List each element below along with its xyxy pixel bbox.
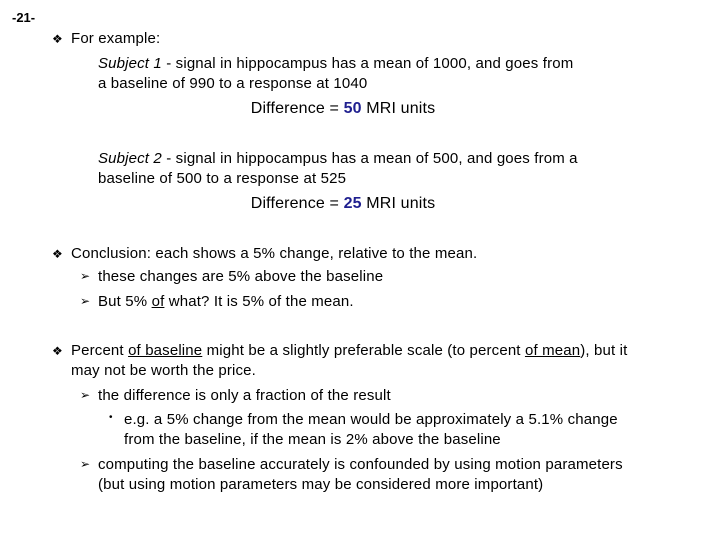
- motion-line2: (but using motion parameters may be considered more important): [98, 476, 544, 493]
- arrow-bullet-icon: ➢: [80, 269, 91, 283]
- difference-2: [0, 195, 686, 213]
- text-fragment: But 5%: [98, 293, 152, 310]
- text-fragment: what? It is 5% of the mean.: [164, 293, 354, 310]
- difference-suffix: MRI units: [361, 195, 436, 212]
- difference-1: [0, 100, 686, 118]
- diamond-bullet-icon: ❖: [52, 344, 63, 358]
- arrow-bullet-icon: ➢: [80, 294, 91, 308]
- subject1-name: Subject 1: [98, 55, 162, 72]
- subject2-line1: [98, 150, 578, 167]
- conclusion-text: Conclusion: each shows a 5% change, relative to the mean.: [71, 245, 478, 262]
- arrow-bullet-icon: ➢: [80, 388, 91, 402]
- page-number: -21-: [12, 10, 36, 25]
- conclusion-sub2: [98, 293, 354, 310]
- example-line1: e.g. a 5% change from the mean would be approximately a 5.1% change: [124, 411, 618, 428]
- underlined-text: of mean: [524, 342, 581, 359]
- example-line2: from the baseline, if the mean is 2% above the baseline: [124, 431, 501, 448]
- underlined-text: of baseline: [128, 342, 203, 359]
- arrow-bullet-icon: ➢: [80, 457, 91, 471]
- bullet-label: For example:: [71, 30, 161, 47]
- percent-baseline-line1: [71, 342, 627, 359]
- difference-value: 50: [343, 100, 362, 117]
- motion-line1: computing the baseline accurately is confounded by using motion parameters: [98, 456, 623, 473]
- diamond-bullet-icon: ❖: [52, 32, 63, 46]
- underlined-text: of: [151, 293, 165, 310]
- difference-prefix: Difference =: [250, 100, 344, 117]
- difference-suffix: MRI units: [361, 100, 436, 117]
- subject1-line1: [98, 55, 573, 72]
- diamond-bullet-icon: ❖: [52, 247, 63, 261]
- difference-value: 25: [343, 195, 362, 212]
- subject1-text: - signal in hippocampus has a mean of 1000, and goes from: [161, 55, 574, 72]
- percent-baseline-line2: may not be worth the price.: [71, 362, 256, 379]
- subject2-line2: baseline of 500 to a response at 525: [98, 170, 347, 187]
- conclusion-sub1: these changes are 5% above the baseline: [98, 268, 384, 285]
- dot-bullet-icon: •: [109, 412, 113, 423]
- text-fragment: Percent: [71, 342, 129, 359]
- text-fragment: ), but it: [580, 342, 628, 359]
- difference-prefix: Difference =: [250, 195, 344, 212]
- subject2-name: Subject 2: [98, 150, 162, 167]
- fraction-point: the difference is only a fraction of the result: [98, 387, 391, 404]
- text-fragment: might be a slightly preferable scale (to percent: [202, 342, 525, 359]
- subject1-line2: a baseline of 990 to a response at 1040: [98, 75, 368, 92]
- subject2-text: - signal in hippocampus has a mean of 500, and goes from a: [161, 150, 578, 167]
